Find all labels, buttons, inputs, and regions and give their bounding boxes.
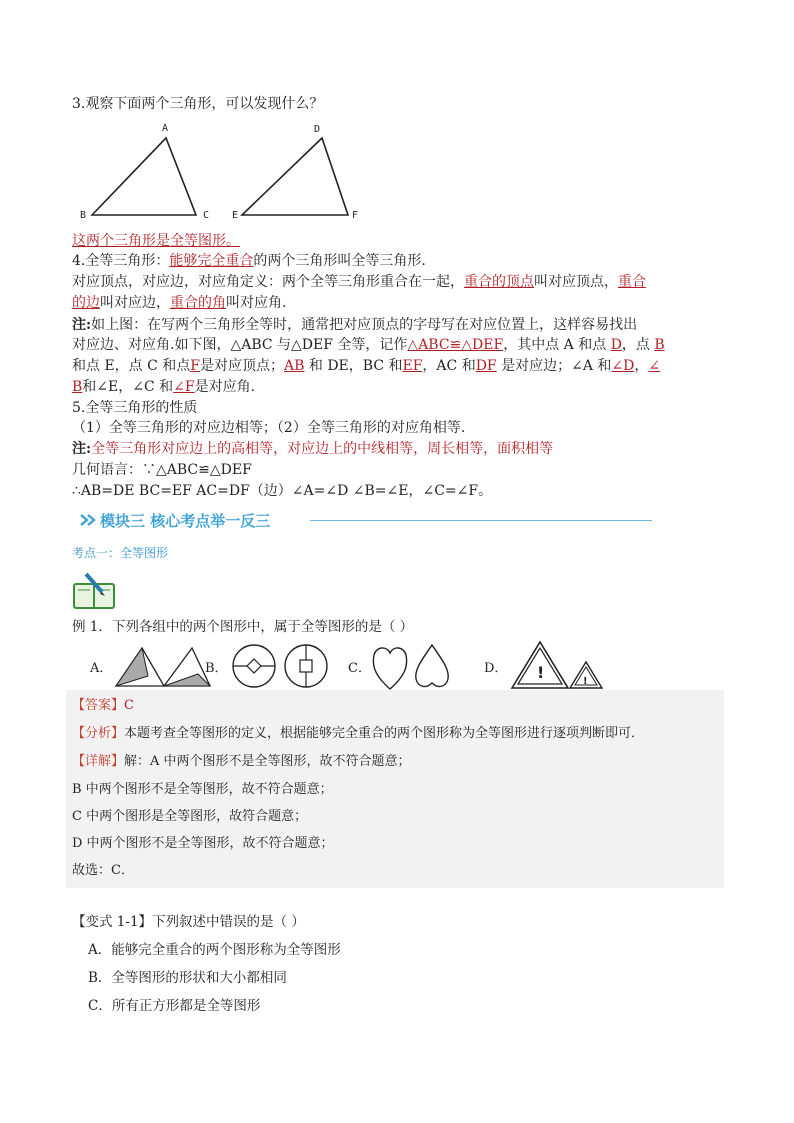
book-pencil-icon <box>72 572 118 610</box>
detail-line-5: 故选：C． <box>72 863 134 878</box>
module-header <box>78 510 578 532</box>
section4-note-line3: 和点 E，点 C 和点F是对应顶点；AB 和 DE，BC 和EF，AC 和DF 是对应边；∠A 和∠D，∠ <box>72 358 661 374</box>
option-c-right-drop <box>416 645 449 686</box>
vertex-label-e: E <box>232 210 239 221</box>
detail-line-3: C 中两个图形是全等图形，故符合题意； <box>72 809 308 824</box>
triangle-abc <box>92 138 196 215</box>
vertex-label-a: A <box>162 123 169 134</box>
example1-option-c: C． <box>348 661 371 676</box>
module-title: 模块三 核心考点举一反三 <box>100 512 271 530</box>
option-c-left-heart <box>373 648 406 689</box>
option-c-shapes <box>370 643 452 691</box>
section4-line1: 4.全等三角形：能够完全重合的两个三角形叫全等三角形. <box>72 253 426 269</box>
vertex-label-b: B <box>80 210 87 221</box>
section5-title: 5.全等三角形的性质 <box>72 400 198 416</box>
example1-option-b: B． <box>205 661 228 676</box>
option-a-shapes <box>112 646 212 688</box>
section4-note-line2: 对应边、对应角.如下图，△ABC 与△DEF 全等，记作△ABC≌△DEF，其中点 A 和点 D，点 B <box>72 337 665 353</box>
triangle-figure <box>70 118 370 228</box>
keypoint-title: 考点一：全等图形 <box>72 546 169 560</box>
analysis-line: 【分析】本题考查全等图形的定义，根据能够完全重合的两个图形称为全等图形进行逐项判断即可． <box>72 726 645 741</box>
section5-geo-2: ∴AB=DE BC=EF AC=DF（边）∠A=∠D ∠B=∠E，∠C=∠F。 <box>72 483 493 499</box>
triangle-def <box>242 138 348 215</box>
svg-text:!: ! <box>583 676 588 687</box>
double-chevron-icon <box>78 510 98 530</box>
section4-note-line4: B和∠E，∠C 和∠F是对应角. <box>72 379 256 395</box>
option-d-shapes <box>508 640 604 692</box>
variant-option-c: C．所有正方形都是全等图形 <box>88 998 261 1014</box>
module-divider <box>310 520 652 521</box>
svg-text:!: ! <box>537 663 545 682</box>
section3-text: 3.观察下面两个三角形，可以发现什么？ <box>72 96 324 112</box>
section4-line2: 对应顶点，对应边，对应角定义：两个全等三角形重合在一起，重合的顶点叫对应顶点，重合 <box>72 274 646 290</box>
section5-note: 注:全等三角形对应边上的高相等，对应边上的中线相等，周长相等，面积相等 <box>72 441 554 457</box>
section4-note-line1: 注:如上图：在写两个三角形全等时，通常把对应顶点的字母写在对应位置上，这样容易找出 <box>72 317 638 333</box>
detail-line-2: B 中两个图形不是全等图形，故不符合题意； <box>72 782 333 797</box>
option-b-shapes <box>230 643 330 689</box>
section4-line3: 的边叫对应边，重合的角叫对应角. <box>72 295 287 311</box>
example1-option-d: D． <box>484 661 508 676</box>
example1-stem: 例 1．下列各组中的两个图形中，属于全等图形的是（ ） <box>72 619 414 635</box>
vertex-label-c: C <box>203 210 210 221</box>
section5-p1: （1）全等三角形的对应边相等；（2）全等三角形的对应角相等. <box>72 420 466 436</box>
answer3: 这两个三角形是全等图形。 <box>72 233 240 249</box>
variant-option-a: A．能够完全重合的两个图形称为全等图形 <box>88 942 341 958</box>
variant-option-b: B．全等图形的形状和大小都相同 <box>88 970 287 986</box>
vertex-label-d: D <box>314 124 321 135</box>
detail-line-1: 【详解】解：A 中两个图形不是全等图形，故不符合题意； <box>72 754 411 769</box>
section5-geo-1: 几何语言：∵△ABC≌△DEF <box>72 462 252 478</box>
vertex-label-f: F <box>352 210 359 221</box>
detail-line-4: D 中两个图形不是全等图形，故不符合题意； <box>72 836 334 851</box>
variant-stem: 【变式 1-1】下列叙述中错误的是（ ） <box>72 914 305 930</box>
example1-option-a: A． <box>90 661 113 676</box>
answer-line: 【答案】C <box>72 698 134 713</box>
